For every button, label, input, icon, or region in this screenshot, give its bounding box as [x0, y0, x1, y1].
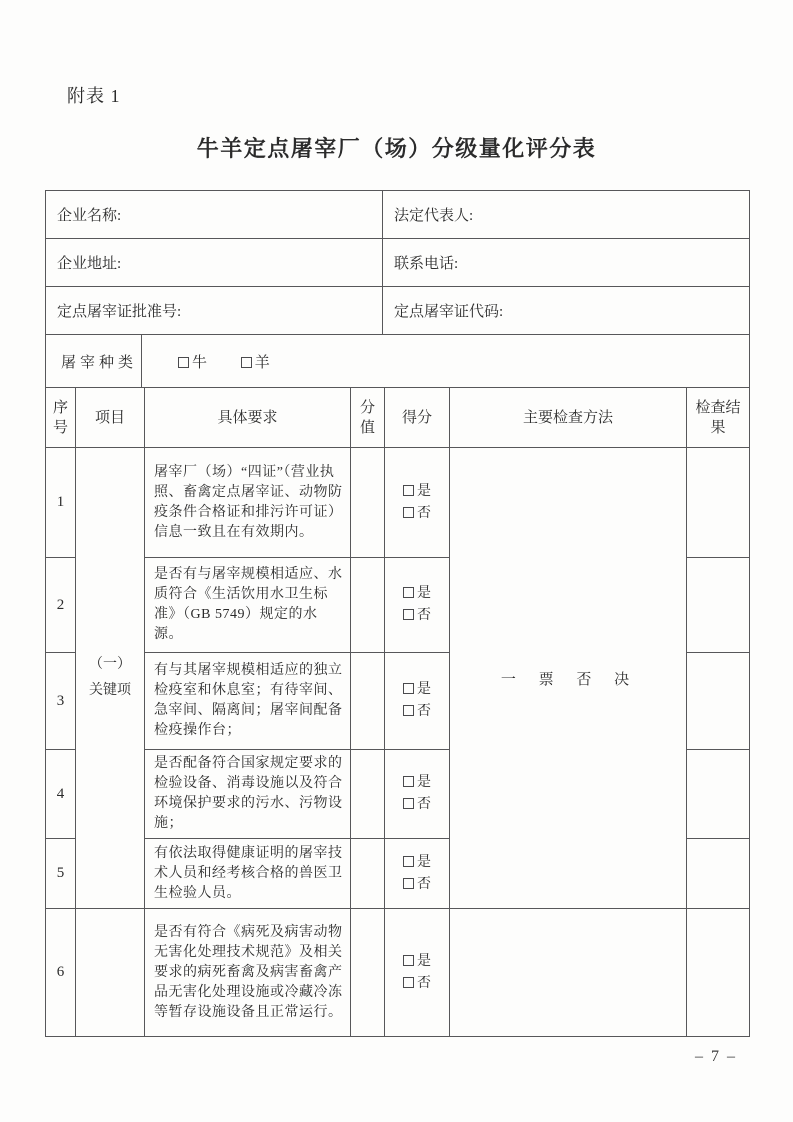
slaughter-license-number-label: 定点屠宰证批准号: [57, 304, 182, 320]
species-label-cell [46, 335, 142, 388]
score-cell [385, 448, 450, 558]
legal-representative-label: 法定代表人: [394, 208, 474, 224]
page-title: 牛羊定点屠宰厂（场）分级量化评分表 [196, 136, 597, 161]
no-label: 否 [417, 505, 431, 521]
species-option-sheep [241, 351, 270, 372]
no-option [403, 704, 431, 719]
score-cell [385, 750, 450, 839]
row-number: 1 [46, 448, 76, 558]
checkbox-cattle-icon[interactable] [178, 357, 189, 368]
company-name-field[interactable] [46, 191, 383, 239]
species-options-cell [142, 335, 750, 388]
yes-option [403, 775, 431, 790]
no-label: 否 [417, 608, 431, 623]
row-number: 6 [46, 909, 76, 1037]
method-veto-text: 一 票 否 决 [500, 671, 636, 688]
company-address-label: 企业地址: [57, 256, 122, 272]
no-option [403, 877, 431, 892]
cattle-label: 牛 [192, 354, 208, 371]
yes-label: 是 [417, 775, 431, 790]
header-requirement: 具体要求 [145, 388, 351, 448]
score-value-cell [351, 750, 385, 839]
item-group-line1: （一） [89, 657, 131, 672]
annex-label: 附表 1 [67, 86, 121, 106]
score-value-cell [351, 448, 385, 558]
checkbox-no-icon[interactable] [403, 798, 414, 809]
score-value-cell [351, 909, 385, 1037]
requirement-text: 屠宰厂（场）“四证”（营业执照、畜禽定点屠宰证、动物防疫条件合格证和排污许可证）信息一致且在有效期内。 [145, 448, 351, 558]
method-veto-cell [450, 448, 687, 909]
method-empty-cell [450, 909, 687, 1037]
requirement-text: 是否有与屠宰规模相适应、水质符合《生活饮用水卫生标准》（GB 5749）规定的水源。 [145, 558, 351, 653]
header-no: 序号 [46, 388, 76, 448]
table-row [46, 191, 750, 239]
species-option-cattle [178, 351, 207, 372]
checkbox-yes-icon[interactable] [403, 776, 414, 787]
item-group-empty-cell [76, 909, 145, 1037]
requirement-text: 有依法取得健康证明的屠宰技术人员和经考核合格的兽医卫生检验人员。 [145, 839, 351, 909]
checkbox-no-icon[interactable] [403, 705, 414, 716]
checkbox-no-icon[interactable] [403, 609, 414, 620]
no-option [403, 797, 431, 812]
checkbox-no-icon[interactable] [403, 977, 414, 988]
slaughter-license-code-field[interactable] [383, 287, 750, 335]
legal-representative-field[interactable] [383, 191, 750, 239]
yes-option [403, 855, 431, 870]
score-value-cell [351, 558, 385, 653]
checkbox-yes-icon[interactable] [403, 856, 414, 867]
table-row [46, 239, 750, 287]
item-group-cell [76, 448, 145, 909]
contact-phone-field[interactable] [383, 239, 750, 287]
result-cell[interactable] [687, 653, 750, 750]
header-score-value: 分值 [351, 388, 385, 448]
table-row [46, 448, 750, 558]
item-group-line2: 关键项 [89, 683, 131, 698]
score-cell [385, 653, 450, 750]
company-address-field[interactable] [46, 239, 383, 287]
sheep-label: 羊 [254, 354, 270, 371]
no-option [403, 608, 431, 623]
checkbox-no-icon[interactable] [403, 507, 414, 518]
no-option [403, 976, 431, 991]
result-cell[interactable] [687, 558, 750, 653]
page-number: – 7 – [695, 1048, 737, 1065]
no-label: 否 [417, 797, 431, 812]
row-number: 3 [46, 653, 76, 750]
table-row [46, 335, 750, 388]
result-cell[interactable] [687, 448, 750, 558]
score-cell [385, 558, 450, 653]
header-method: 主要检查方法 [450, 388, 687, 448]
row-number: 2 [46, 558, 76, 653]
no-label: 否 [417, 975, 431, 991]
yes-label: 是 [417, 953, 431, 969]
score-cell [385, 909, 450, 1037]
result-cell[interactable] [687, 909, 750, 1037]
form-tables [45, 190, 749, 1037]
yes-label: 是 [417, 483, 431, 499]
header-result: 检查结果 [687, 388, 750, 448]
row-number: 4 [46, 750, 76, 839]
checkbox-yes-icon[interactable] [403, 683, 414, 694]
row-number: 5 [46, 839, 76, 909]
enterprise-info-table [45, 190, 750, 335]
table-row [46, 287, 750, 335]
score-value-cell [351, 653, 385, 750]
score-value-cell [351, 839, 385, 909]
checkbox-no-icon[interactable] [403, 878, 414, 889]
requirement-text: 是否配备符合国家规定要求的检验设备、消毒设施以及符合环境保护要求的污水、污物设施； [145, 750, 351, 839]
no-option [403, 506, 431, 521]
table-row [46, 909, 750, 1037]
checkbox-yes-icon[interactable] [403, 587, 414, 598]
slaughter-license-code-label: 定点屠宰证代码: [394, 304, 504, 320]
score-cell [385, 839, 450, 909]
species-table [45, 334, 750, 388]
result-cell[interactable] [687, 839, 750, 909]
yes-label: 是 [417, 682, 431, 697]
result-cell[interactable] [687, 750, 750, 839]
company-name-label: 企业名称: [57, 208, 122, 224]
contact-phone-label: 联系电话: [394, 256, 459, 272]
scoring-table [45, 387, 750, 1037]
checkbox-yes-icon[interactable] [403, 955, 414, 966]
yes-label: 是 [417, 854, 431, 870]
requirement-text: 是否有符合《病死及病害动物无害化处理技术规范》及相关要求的病死畜禽及病害畜禽产品无害化处理设施或冷藏冷冻等暂存设施设备且正常运行。 [145, 909, 351, 1037]
scoring-table-header-row [46, 388, 750, 448]
species-label: 屠宰种类 [61, 354, 138, 371]
yes-label: 是 [417, 586, 431, 601]
checkbox-yes-icon[interactable] [403, 485, 414, 496]
yes-option [403, 954, 431, 969]
yes-option [403, 484, 431, 499]
header-score: 得分 [385, 388, 450, 448]
checkbox-sheep-icon[interactable] [241, 357, 252, 368]
yes-option [403, 586, 431, 601]
slaughter-license-number-field[interactable] [46, 287, 383, 335]
header-item: 项目 [76, 388, 145, 448]
requirement-text: 有与其屠宰规模相适应的独立检疫室和休息室；有待宰间、急宰间、隔离间；屠宰间配备检疫操作台； [145, 653, 351, 750]
yes-option [403, 682, 431, 697]
no-label: 否 [417, 704, 431, 719]
no-label: 否 [417, 876, 431, 892]
